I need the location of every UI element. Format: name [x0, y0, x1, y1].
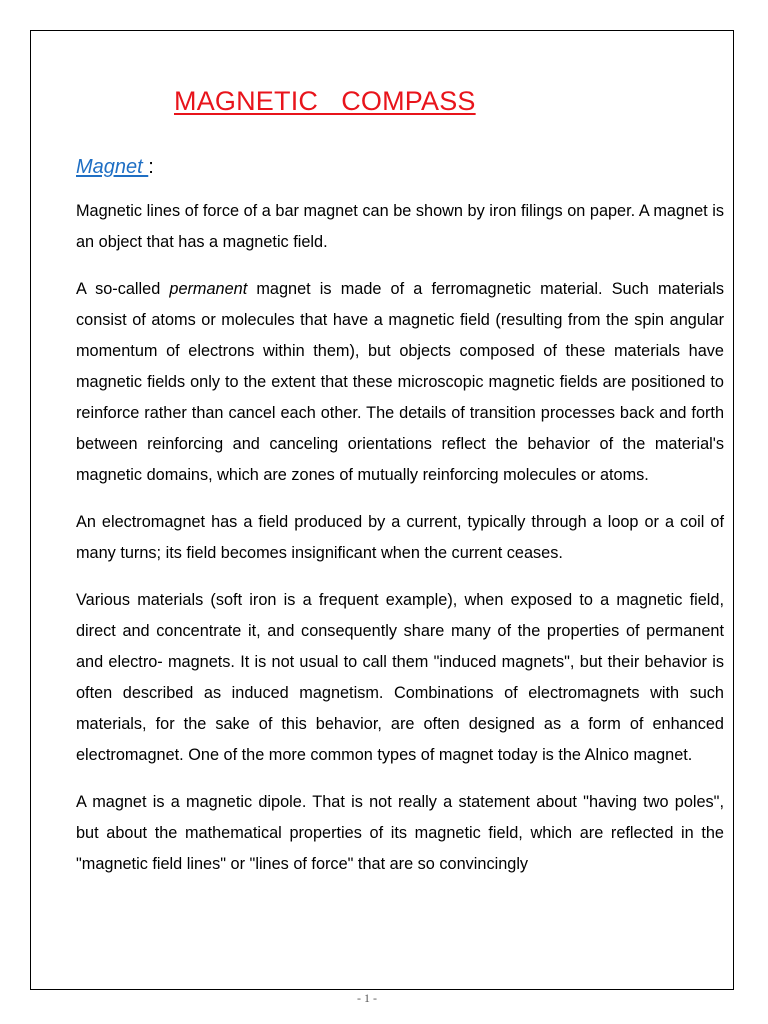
- section-heading-text: Magnet: [76, 156, 149, 178]
- section-heading: [76, 156, 154, 179]
- document-title: MAGNETIC COMPASS: [174, 86, 476, 116]
- paragraph-1: [76, 196, 724, 258]
- paragraph-2-prefix: A so-called: [76, 280, 170, 298]
- paragraph-4-text: Various materials (soft iron is a frequent example), when exposed to a magnetic field, direct and concentrate it, and consequently share many of the properties of permanent and electro- magnets. It is not usual to call them "induced magnets", but their behavior is often described as induced magnetism. Combinations of electromagnets with such materials, for the sake of this behavior, are often designed as a form of enhanced electromagnet. One of the more common types of magnet today is the Alnico magnet.: [76, 591, 724, 764]
- page-number: - 1 -: [357, 991, 377, 1005]
- paragraph-5: [76, 787, 724, 880]
- section-heading-colon: :: [148, 156, 154, 178]
- paragraph-5-text: A magnet is a magnetic dipole. That is not really a statement about "having two poles", but about the mathematical properties of its magnetic field, which are reflected in the "magnetic field lines" or "lines of force" that are so convincingly: [76, 793, 724, 873]
- paragraph-3: [76, 507, 724, 569]
- paragraph-4: [76, 585, 724, 771]
- paragraph-2-emphasis: permanent: [169, 280, 248, 298]
- paragraph-2-text: magnet is made of a ferromagnetic material. Such materials consist of atoms or molecules that have a magnetic field (resulting from the spin angular momentum of electrons within them), but objects composed of these materials have magnetic fields only to the extent that these microscopic magnetic fields are positioned to reinforce rather than cancel each other. The details of transition processes back and forth between reinforcing and canceling orientations reflect the behavior of the material's magnetic domains, which are zones of mutually reinforcing molecules or atoms.: [76, 280, 724, 484]
- paragraph-1-text: Magnetic lines of force of a bar magnet can be shown by iron filings on paper. A magnet is an object that has a magnetic field.: [76, 202, 724, 251]
- body-text: [76, 196, 724, 896]
- paragraph-3-text: An electromagnet has a field produced by a current, typically through a loop or a coil of many turns; its field becomes insignificant when the current ceases.: [76, 513, 724, 562]
- paragraph-2: [76, 274, 724, 491]
